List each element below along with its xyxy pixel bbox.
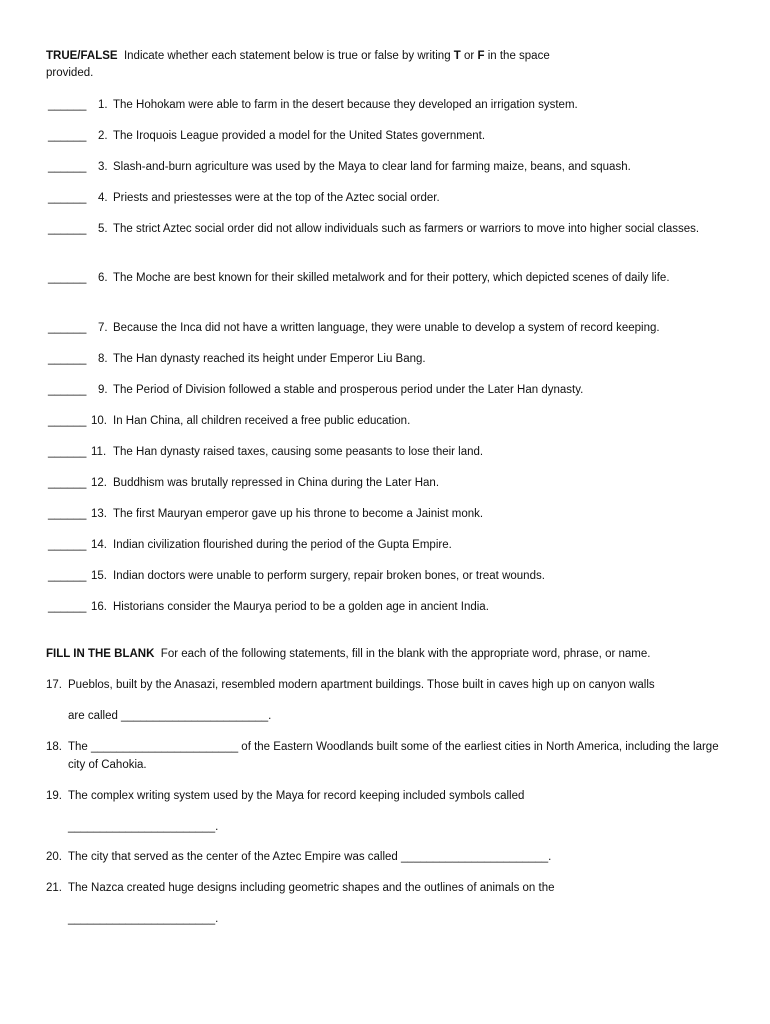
- question-text: The _______________________ of the Eastern Woodlands built some of the earliest cities in North America, including the large city of Cahokia.: [68, 741, 719, 771]
- question-text: The city that served as the center of the Aztec Empire was called _______________________.: [68, 851, 552, 863]
- question-number: 5.: [98, 223, 108, 235]
- question-number: 10.: [91, 415, 107, 427]
- answer-blank[interactable]: ______: [48, 570, 87, 582]
- fill-in-blank-label: FILL IN THE BLANK: [46, 648, 155, 660]
- true-false-label: TRUE/FALSE: [46, 50, 118, 62]
- question-number: 21.: [46, 882, 62, 894]
- answer-blank[interactable]: ______: [48, 322, 87, 334]
- answer-blank[interactable]: ______: [48, 272, 87, 284]
- true-false-instructions-line2: provided.: [46, 67, 94, 79]
- question-number: 15.: [91, 570, 107, 582]
- question-number: 7.: [98, 322, 108, 334]
- question-text: The Han dynasty raised taxes, causing some peasants to lose their land.: [113, 446, 484, 458]
- true-false-heading: [46, 48, 726, 82]
- question-text: Because the Inca did not have a written language, they were unable to develop a system of record keeping.: [113, 322, 660, 334]
- answer-blank[interactable]: ______: [48, 223, 87, 235]
- question-number: 12.: [91, 477, 107, 489]
- answer-blank[interactable]: ______: [48, 446, 87, 458]
- question-text: Pueblos, built by the Anasazi, resembled modern apartment buildings. Those built in caves high up on canyon walls: [68, 679, 655, 691]
- answer-blank[interactable]: ______: [48, 192, 87, 204]
- question-number: 4.: [98, 192, 108, 204]
- answer-blank[interactable]: ______: [48, 384, 87, 396]
- question-number: 2.: [98, 130, 108, 142]
- question-number: 1.: [98, 99, 108, 111]
- answer-blank[interactable]: ______: [48, 601, 87, 613]
- question-text: Historians consider the Maurya period to be a golden age in ancient India.: [113, 601, 489, 613]
- fill-in-blank-heading: [46, 646, 726, 663]
- question-text: The strict Aztec social order did not allow individuals such as farmers or warriors to move into higher social classes.: [113, 223, 700, 235]
- fb-question-19-answer-line[interactable]: _______________________.: [68, 821, 219, 833]
- fb-question-21-answer-line[interactable]: _______________________.: [68, 913, 219, 925]
- question-number: 16.: [91, 601, 107, 613]
- answer-blank[interactable]: ______: [48, 353, 87, 365]
- question-number: 6.: [98, 272, 108, 284]
- question-text: The complex writing system used by the Maya for record keeping included symbols called: [68, 790, 525, 802]
- question-text: The first Mauryan emperor gave up his throne to become a Jainist monk.: [113, 508, 484, 520]
- question-number: 8.: [98, 353, 108, 365]
- answer-blank[interactable]: ______: [48, 161, 87, 173]
- or-word: or: [464, 50, 475, 62]
- f-letter: F: [477, 50, 485, 62]
- question-text: The Moche are best known for their skilled metalwork and for their pottery, which depicted scenes of daily life.: [113, 272, 670, 284]
- question-text: The Nazca created huge designs including geometric shapes and the outlines of animals on the: [68, 882, 555, 894]
- question-text: Slash-and-burn agriculture was used by the Maya to clear land for farming maize, beans, and squash.: [113, 161, 631, 173]
- answer-blank[interactable]: ______: [48, 477, 87, 489]
- answer-blank[interactable]: ______: [48, 539, 87, 551]
- t-letter: T: [453, 50, 461, 62]
- question-text: Indian civilization flourished during the period of the Gupta Empire.: [113, 539, 452, 551]
- question-number: 13.: [91, 508, 107, 520]
- true-false-instructions: Indicate whether each statement below is true or false by writing: [123, 50, 451, 62]
- question-text: The Han dynasty reached its height under Emperor Liu Bang.: [113, 353, 426, 365]
- question-text: The Iroquois League provided a model for the United States government.: [113, 130, 486, 142]
- question-number: 3.: [98, 161, 108, 173]
- answer-blank[interactable]: ______: [48, 130, 87, 142]
- answer-blank[interactable]: ______: [48, 415, 87, 427]
- true-false-instructions-end: in the space: [487, 50, 550, 62]
- question-number: 9.: [98, 384, 108, 396]
- question-text: Priests and priestesses were at the top of the Aztec social order.: [113, 192, 440, 204]
- question-number: 17.: [46, 679, 62, 691]
- question-number: 20.: [46, 851, 62, 863]
- answer-blank[interactable]: ______: [48, 99, 87, 111]
- question-text: The Hohokam were able to farm in the desert because they developed an irrigation system.: [113, 99, 578, 111]
- question-number: 11.: [91, 446, 107, 458]
- question-number: 18.: [46, 741, 62, 753]
- question-text: Buddhism was brutally repressed in China during the Later Han.: [113, 477, 440, 489]
- answer-blank[interactable]: ______: [48, 508, 87, 520]
- question-text: The Period of Division followed a stable and prosperous period under the Later Han dynasty.: [113, 384, 584, 396]
- question-number: 14.: [91, 539, 107, 551]
- question-number: 19.: [46, 790, 62, 802]
- question-text: Indian doctors were unable to perform surgery, repair broken bones, or treat wounds.: [113, 570, 545, 582]
- fill-in-blank-instructions: For each of the following statements, fill in the blank with the appropriate word, phrase, or name.: [160, 648, 651, 660]
- question-text: In Han China, all children received a free public education.: [113, 415, 411, 427]
- fb-question-17-answer-line[interactable]: are called _______________________.: [68, 710, 272, 722]
